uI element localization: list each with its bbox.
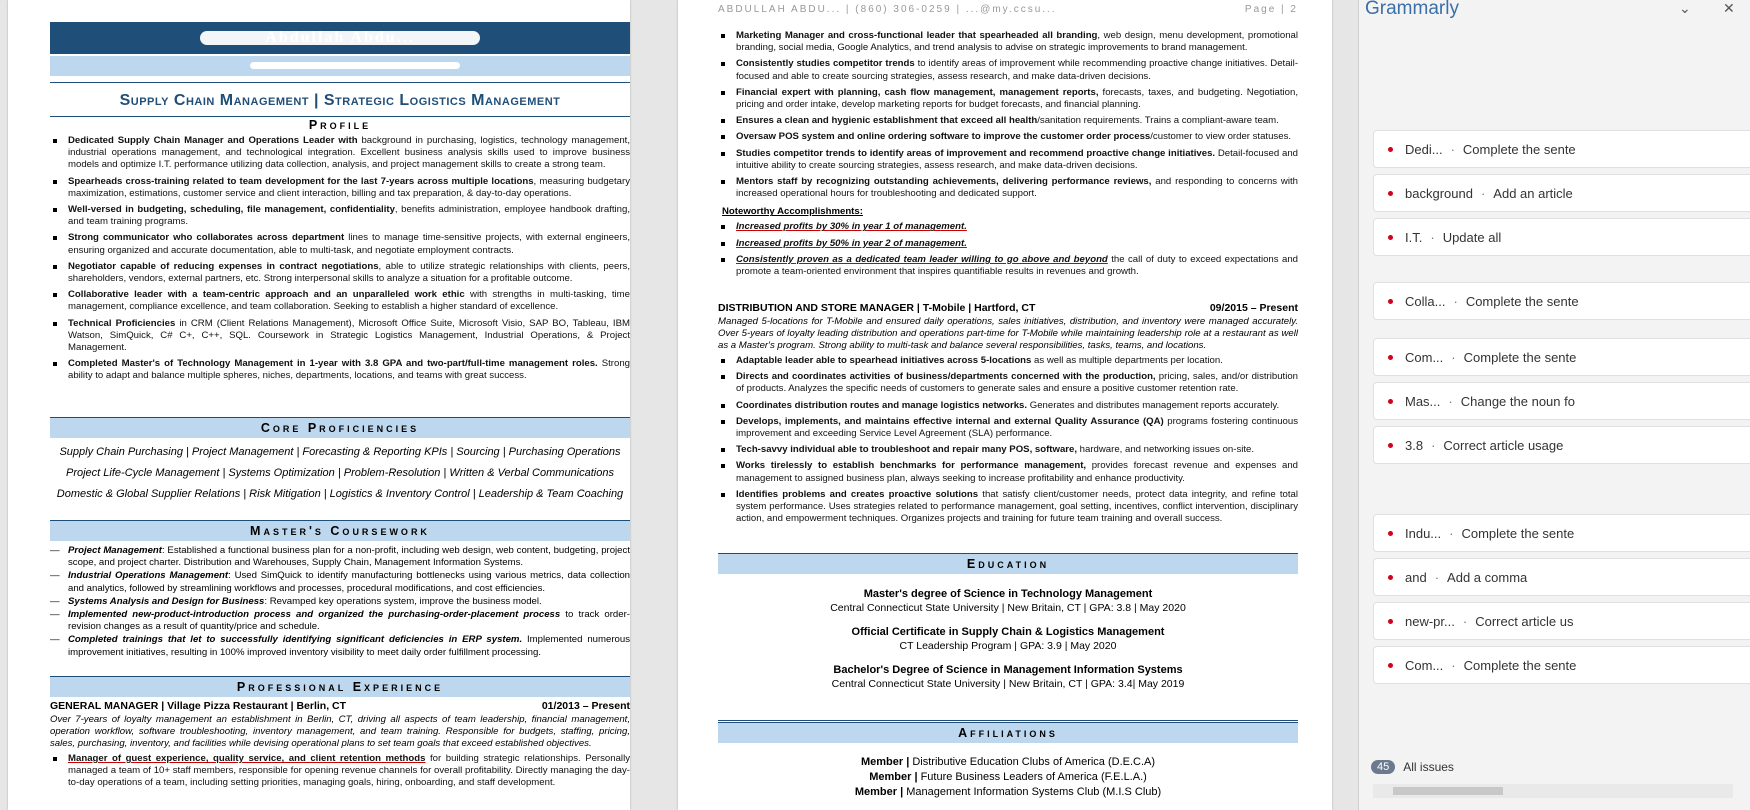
issue-dot-icon: [1388, 575, 1393, 580]
name-banner: [50, 22, 630, 54]
job-bullets: [718, 30, 1298, 200]
page-header: [718, 4, 1298, 15]
separator: ·: [1450, 141, 1455, 157]
divider: [50, 82, 630, 83]
scrollbar-thumb[interactable]: [1393, 787, 1503, 795]
job-dates: 01/2013 – Present: [541, 700, 630, 712]
suggestion-card[interactable]: [1373, 174, 1750, 212]
affiliations-section: [718, 755, 1298, 800]
suggestion-card[interactable]: [1373, 130, 1750, 168]
suggestion-card[interactable]: [1373, 602, 1750, 640]
headline: Supply Chain Management | Strategic Logistics Management: [119, 92, 561, 109]
suggestion-word: Dedi...: [1405, 141, 1443, 157]
redaction-scribble: [200, 31, 480, 45]
affiliation-entry: Member | Future Business Leaders of America (F.E.L.A.): [869, 771, 1147, 783]
education-entry: [718, 626, 1298, 652]
list-item: — Completed trainings that let to successfully identifying significant deficiencies in ERP system. Implemented numerous improvement initiatives, resulting in 100% improved inventory visibility to meet daily order fulfillment processing.: [68, 634, 630, 658]
separator: ·: [1480, 185, 1486, 201]
suggestion-word: Mas...: [1405, 393, 1441, 409]
degree-detail: Central Connecticut State University | New Britain, CT | GPA: 3.4| May 2019: [831, 678, 1185, 690]
suggestion-word: I.T.: [1405, 229, 1423, 245]
degree-title: Master's degree of Science in Technology Management: [863, 588, 1153, 600]
core-section: [50, 442, 630, 505]
list-item: Identifies problems and creates proactive solutions that satisfy client/customer needs, protect data integrity, and refine total system performance. Uses strategies related to performance management, goal setting, incentives, conflict intervention, disciplinary action, and empowerment techniques. Organizes projects and training for future team training and overall success.: [736, 488, 1298, 525]
affiliation-entry: Member | Management Information Systems Club (M.I.S Club): [854, 786, 1162, 798]
suggestion-card[interactable]: [1373, 338, 1750, 376]
list-item: Develops, implements, and maintains effective internal and external Quality Assurance (QA) programs fostering continuous improvement and exceeding Service Level Agreement (SLA) performance.: [736, 415, 1299, 440]
suggestion-word: Indu...: [1405, 525, 1442, 541]
list-item: Consistently proven as a dedicated team leader willing to go above and beyond the call of duty to exceed expectations and promote a team-oriented environment that inspires quantifiable results in revenues and growth.: [736, 253, 1298, 278]
suggestion-action: Correct article us: [1475, 613, 1574, 629]
suggestion-card[interactable]: [1373, 382, 1750, 420]
issue-dot-icon: [1388, 663, 1393, 668]
suggestion-card[interactable]: [1373, 426, 1750, 464]
job2-section: [718, 302, 1298, 529]
contact-banner: [50, 56, 630, 76]
degree-detail: CT Leadership Program | GPA: 3.9 | May 2020: [899, 640, 1117, 652]
list-item: — Project Management: Established a functional business plan for a non-profit, including web design, web content, budgeting, project scope, and project charter. Distribution and Warehouses, Supply Chain, Management Information Systems.: [68, 545, 630, 569]
suggestion-word: Com...: [1405, 349, 1444, 365]
suggestion-action: Change the noun fo: [1460, 393, 1575, 409]
section-heading-education: Education: [718, 553, 1298, 574]
issue-dot-icon: [1388, 191, 1393, 196]
list-item: Directs and coordinates activities of business/departments concerned with the production, pricing, sales, and/or distribution of products. Analyzes the specific needs of customers to generate sales and ensure a positive customer retention rate.: [736, 371, 1298, 395]
issue-dot-icon: [1388, 443, 1393, 448]
education-section: [718, 588, 1298, 702]
list-item: Manager of guest experience, quality service, and client retention methods for building strategic relationships. Personally managed a team of 10+ staff members, responsible for opening revenue channels for overall profitability. Directly managing the day-to-day operations of a team, including setting priorities, managing goals, hiring, onboarding, and staff development.: [68, 753, 630, 789]
section-heading-affiliations: Affiliations: [718, 722, 1298, 743]
profile-list: [50, 135, 630, 383]
issue-dot-icon: [1388, 235, 1393, 240]
list-item: Increased profits by 30% in year 1 of management.: [736, 221, 1298, 233]
degree-title: Official Certificate in Supply Chain & Logistics Management: [851, 626, 1165, 638]
suggestion-action: Add an article: [1493, 185, 1573, 201]
list-item: Spearheads cross-training related to team development for the last 7-years across multiple locations, measuring budgetary maximization, estimations, customer service and client interaction, billing and tax preparation, & day-to-day operations.: [68, 175, 630, 199]
job1-continued: [718, 30, 1298, 282]
list-item: Tech-savvy individual able to troubleshoot and repair many POS, software, hardware, and networking issues on-site.: [736, 444, 1298, 456]
education-entry: [718, 664, 1298, 690]
list-item: Consistently studies competitor trends to identify areas of improvement while recommending proactive change initiatives. Detail-focused and able to create sourcing strategies, assess research, and make data-driven decisions.: [736, 58, 1299, 82]
list-item: Marketing Manager and cross-functional leader that spearheaded all branding, web design, menu development, promotional branding, social media, Google Analytics, and trend analysis to advise on strategic improvements to brand management.: [736, 30, 1298, 54]
separator: ·: [1434, 569, 1440, 585]
suggestion-card[interactable]: [1373, 558, 1750, 596]
list-item: Dedicated Supply Chain Manager and Operations Leader with background in purchasing, logistics, technology management, industrial operations management, and technological integration. Excellent business analysis skills used to improve business models and optimize I.T. performance utilizing data collection, analysis, and project management skills to create a strong team.: [68, 135, 630, 171]
separator: ·: [1448, 393, 1453, 409]
suggestion-action: Update all: [1442, 229, 1502, 245]
list-item: Ensures a clean and hygienic establishment that exceed all health/sanitation requirements. Trains a compliant-aware team.: [736, 115, 1298, 127]
degree-title: Bachelor's Degree of Science in Management Information Systems: [833, 664, 1183, 676]
issue-dot-icon: [1388, 355, 1393, 360]
page-number: Page | 2: [1244, 4, 1298, 15]
issue-dot-icon: [1388, 147, 1393, 152]
suggestion-action: Complete the sente: [1461, 525, 1575, 541]
noteworthy-title: Noteworthy Accomplishments:: [722, 206, 863, 218]
suggestion-word: Com...: [1405, 657, 1444, 673]
job-title: DISTRIBUTION AND STORE MANAGER | T-Mobile | Hartford, CT: [718, 302, 1036, 314]
separator: ·: [1431, 437, 1436, 453]
job-header: [718, 302, 1298, 314]
issue-dot-icon: [1388, 531, 1393, 536]
degree-detail: Central Connecticut State University | New Britain, CT | GPA: 3.8 | May 2020: [830, 602, 1186, 614]
list-item: Works tirelessly to establish benchmarks for performance management, provides forecast revenue and expenses and management to assigned business plan, always seeking to increase profitability and enhance productivity.: [736, 460, 1298, 484]
header-contact: ABDULLAH ABDU... | (860) 306-0259 | ...@my.ccsu...: [718, 4, 1057, 15]
suggestion-word: and: [1405, 569, 1427, 585]
suggestion-card[interactable]: [1373, 646, 1750, 684]
document-page-1: [8, 0, 630, 810]
list-item: Studies competitor trends to identify areas of improvement and recommend proactive change initiatives. Detail-focused and intuitive ability to create sourcing strategies, assess research, and make data-driven decisions.: [736, 147, 1298, 171]
list-item: Financial expert with planning, cash flow management, management reports, forecasts, taxes, and budgeting. Negotiation, pricing and order intake, develop marketing reports for budget forecasts, and financial planning.: [736, 86, 1298, 111]
section-heading-coursework: Master's Coursework: [50, 520, 630, 541]
document-page-2: [678, 0, 1332, 810]
redaction-scribble: [250, 62, 460, 69]
grammarly-title: Grammarly: [1365, 0, 1459, 19]
education-entry: [718, 588, 1298, 614]
coursework-list: [50, 545, 630, 659]
noteworthy-list: [718, 221, 1298, 278]
list-item: Technical Proficiencies in CRM (Client Relations Management), Microsoft Office Suite, Microsoft Visio, SAP BO, Tableau, IBM Watson, SimQuick, C# C+, C++, SQL. Coursework in Strategic Logistics Management, Industrial Operations, & Project Management.: [68, 317, 630, 354]
issues-count-badge: 45: [1371, 760, 1395, 774]
section-heading-core: Core Proficiencies: [50, 417, 630, 438]
close-icon[interactable]: ✕: [1723, 0, 1735, 16]
section-heading-experience: Professional Experience: [50, 676, 630, 697]
issue-dot-icon: [1388, 299, 1393, 304]
all-issues-label: All issues: [1403, 760, 1454, 774]
separator: ·: [1449, 525, 1454, 541]
list-item: Adaptable leader able to spearhead initiatives across 5-locations as well as multiple departments per location.: [736, 355, 1298, 367]
list-item: Coordinates distribution routes and manage logistics networks. Generates and distributes management reports accurately.: [736, 400, 1298, 412]
suggestion-action: Add a comma: [1447, 569, 1528, 585]
chevron-down-icon[interactable]: ⌄: [1679, 0, 1691, 16]
core-proficiency-line: Supply Chain Purchasing | Project Management | Forecasting & Reporting KPIs | Sourcing | Purchasing Operations: [59, 446, 621, 458]
list-item: Strong communicator who collaborates across department lines to manage time-sensitive projects, with external engineers, ensuring organized and accurate documentation, able to multi-task, and negotiate employment contracts.: [68, 232, 630, 256]
list-item: Mentors staff by recognizing outstanding achievements, delivering performance reviews, and responding to concerns with increased operational hours for troubleshooting and dedicated support.: [736, 176, 1298, 200]
section-heading-profile: Profile: [308, 118, 372, 132]
separator: ·: [1453, 293, 1458, 309]
job-header: [50, 700, 630, 712]
separator: ·: [1462, 613, 1468, 629]
grammarly-panel: [1358, 0, 1750, 810]
divider: [718, 720, 1298, 721]
list-item: Well-versed in budgeting, scheduling, file management, confidentiality, benefits administration, employee handbook drafting, and team training programs.: [68, 204, 630, 228]
list-item: Completed Master's of Technology Management in 1-year with 3.8 GPA and two-part/full-time management roles. Strong ability to adapt and balance multiple spheres, niches, departments, locations, and teams with great success.: [68, 358, 630, 382]
suggestion-card[interactable]: [1373, 218, 1750, 256]
core-proficiency-line: Project Life-Cycle Management | Systems Optimization | Problem-Resolution | Written & Verbal Communications: [66, 467, 614, 479]
job-bullets: [718, 355, 1298, 525]
job-description: Managed 5-locations for T-Mobile and ensured daily operations, sales initiatives, distribution, and inventory were managed accurately. Over 5-years of loyalty leading distribution and operations part-time for T-Mobile while maintaining leadership role at a restaurant as well as a Master's program. Strong ability to multi-task and balance several responsibilities, tasks, teams, and locations.: [718, 316, 1298, 351]
experience-section: [50, 700, 630, 794]
list-item: — Systems Analysis and Design for Business: Revamped key operations system, improve the business model.: [68, 596, 630, 608]
issue-dot-icon: [1388, 399, 1393, 404]
list-item: — Implemented new-product-introduction process and organized the purchasing-order-placement process to track order-revision changes as a result of quantity/price and schedule.: [68, 609, 630, 633]
separator: ·: [1430, 229, 1435, 245]
suggestion-action: Correct article usage: [1443, 437, 1564, 453]
affiliation-entry: Member | Distributive Education Clubs of America (D.E.C.A): [860, 756, 1156, 768]
suggestion-action: Complete the sente: [1463, 657, 1577, 673]
list-item: Collaborative leader with a team-centric approach and an unparalleled work ethic with strengths in multi-tasking, time management, compliance excellence, and team collaboration. Seeking to establish a higher standard of excellence.: [68, 289, 630, 313]
list-item: Negotiator capable of reducing expenses in contract negotiations, able to utilize strategic relationships with clients, peers, shareholders, vendors, external partners, etc. Strong interpersonal skills to analyze a situation for a profitable outcome.: [68, 260, 630, 285]
job-bullets: [50, 753, 630, 790]
horizontal-scrollbar[interactable]: [1373, 784, 1733, 798]
coursework-section: [50, 545, 630, 660]
list-item: Increased profits by 50% in year 2 of management.: [736, 238, 1298, 250]
suggestion-action: Complete the sente: [1465, 293, 1579, 309]
suggestion-word: Colla...: [1405, 293, 1446, 309]
list-item: — Industrial Operations Management: Used SimQuick to identify manufacturing bottlenecks using various metrics, data collection and analytics, followed by streamlining workflows and processes, procedural modifications, and cost efficiencies.: [68, 570, 630, 594]
issue-dot-icon: [1388, 619, 1393, 624]
suggestion-word: new-pr...: [1405, 613, 1455, 629]
separator: ·: [1451, 349, 1456, 365]
separator: ·: [1451, 657, 1456, 673]
suggestion-action: Complete the sente: [1463, 349, 1577, 365]
job-title: GENERAL MANAGER | Village Pizza Restaurant | Berlin, CT: [50, 700, 347, 712]
suggestion-card[interactable]: [1373, 514, 1750, 552]
list-item: Oversaw POS system and online ordering software to improve the customer order process/customer to view order statuses.: [736, 131, 1298, 143]
all-issues-button[interactable]: [1371, 760, 1454, 774]
divider: [50, 116, 630, 117]
suggestion-word: 3.8: [1405, 437, 1424, 453]
job-description: Over 7-years of loyalty management an establishment in Berlin, CT, driving all aspects of team leadership, financial management, operation workflow, software troubleshooting, inventory management, and team training. Responsible for budgets, staffing, pricing, sales, purchasing, inventory, and facilities while devising operational plans to set team goals that exceed established objectives.: [50, 714, 630, 749]
suggestion-action: Complete the sente: [1462, 141, 1576, 157]
core-proficiency-line: Domestic & Global Supplier Relations | Risk Mitigation | Logistics & Inventory Control | Leadership & Team Coaching: [56, 488, 624, 500]
profile-section: [50, 118, 630, 387]
suggestion-word: background: [1405, 185, 1473, 201]
job-dates: 09/2015 – Present: [1209, 302, 1298, 314]
suggestion-card[interactable]: [1373, 282, 1750, 320]
